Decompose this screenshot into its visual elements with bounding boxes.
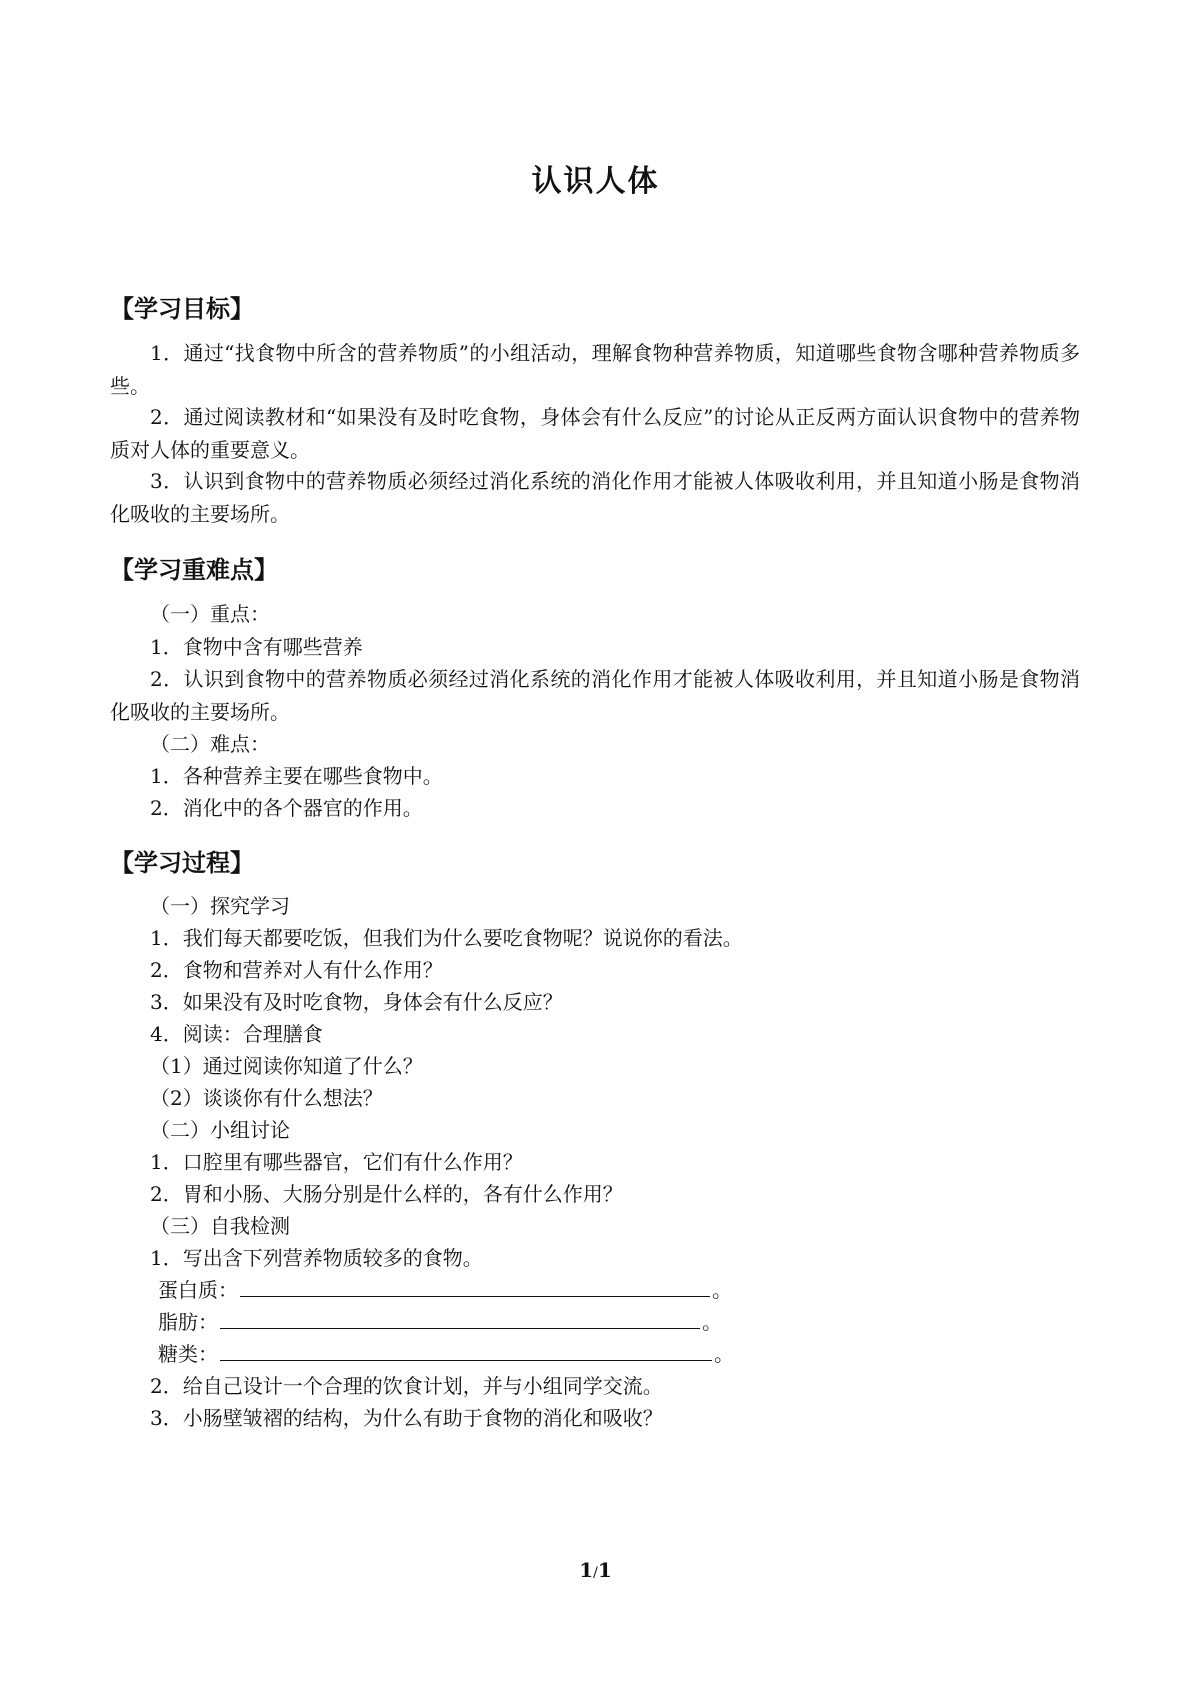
page-separator: / xyxy=(593,1565,598,1581)
fill-label: 脂肪： xyxy=(158,1310,218,1334)
section-heading-process: 【学习过程】 xyxy=(110,849,254,877)
explore-item: 4．阅读：合理膳食 xyxy=(150,1022,323,1046)
test-label: （三）自我检测 xyxy=(150,1214,290,1238)
answer-blank[interactable] xyxy=(240,1276,710,1297)
goal-item: 1．通过“找食物中所含的营养物质”的小组活动，理解食物种营养物质，知道哪些食物含哪种营养物质多些。 xyxy=(110,341,1080,398)
goal-item: 2．通过阅读教材和“如果没有及时吃食物，身体会有什么反应”的讨论从正反两方面认识食物中的营养物质对人体的重要意义。 xyxy=(110,405,1080,462)
fill-protein xyxy=(158,1274,732,1306)
fill-end: 。 xyxy=(714,1342,734,1366)
difficulty-item: 2．消化中的各个器官的作用。 xyxy=(150,796,423,820)
page-number xyxy=(0,1558,1191,1582)
explore-item: 1．我们每天都要吃饭，但我们为什么要吃食物呢？说说你的看法。 xyxy=(150,926,743,950)
explore-item: 3．如果没有及时吃食物，身体会有什么反应？ xyxy=(150,990,563,1014)
reading-item: （2）谈谈你有什么想法？ xyxy=(150,1086,383,1110)
difficulty-label: （二）难点： xyxy=(150,732,270,756)
section-heading-key-points: 【学习重难点】 xyxy=(110,556,278,584)
focus-item: 1．食物中含有哪些营养 xyxy=(150,635,363,659)
fill-fat xyxy=(158,1306,722,1338)
discuss-item: 2．胃和小肠、大肠分别是什么样的，各有什么作用？ xyxy=(150,1182,623,1206)
goal-item: 3．认识到食物中的营养物质必须经过消化系统的消化作用才能被人体吸收利用，并且知道小肠是食物消化吸收的主要场所。 xyxy=(110,469,1080,526)
answer-blank[interactable] xyxy=(220,1308,700,1329)
explore-item: 2．食物和营养对人有什么作用？ xyxy=(150,958,443,982)
fill-end: 。 xyxy=(702,1310,722,1334)
focus-label: （一）重点： xyxy=(150,602,270,626)
reading-item: （1）通过阅读你知道了什么？ xyxy=(150,1054,423,1078)
page-title: 认识人体 xyxy=(531,164,660,199)
page-total: 1 xyxy=(597,1558,612,1582)
test-item: 3．小肠壁皱褶的结构，为什么有助于食物的消化和吸收？ xyxy=(150,1406,663,1430)
explore-label: （一）探究学习 xyxy=(150,894,290,918)
section-heading-goals: 【学习目标】 xyxy=(110,295,254,323)
discuss-label: （二）小组讨论 xyxy=(150,1118,290,1142)
test-item: 2．给自己设计一个合理的饮食计划，并与小组同学交流。 xyxy=(150,1374,663,1398)
test-intro: 1．写出含下列营养物质较多的食物。 xyxy=(150,1246,483,1270)
discuss-item: 1．口腔里有哪些器官，它们有什么作用？ xyxy=(150,1150,523,1174)
fill-end: 。 xyxy=(712,1278,732,1302)
fill-label: 蛋白质： xyxy=(158,1278,238,1302)
fill-label: 糖类： xyxy=(158,1342,218,1366)
answer-blank[interactable] xyxy=(220,1340,712,1361)
page-current: 1 xyxy=(579,1558,594,1582)
focus-item: 2．认识到食物中的营养物质必须经过消化系统的消化作用才能被人体吸收利用，并且知道小肠是食物消化吸收的主要场所。 xyxy=(110,667,1080,724)
fill-sugar xyxy=(158,1338,734,1370)
difficulty-item: 1．各种营养主要在哪些食物中。 xyxy=(150,764,443,788)
